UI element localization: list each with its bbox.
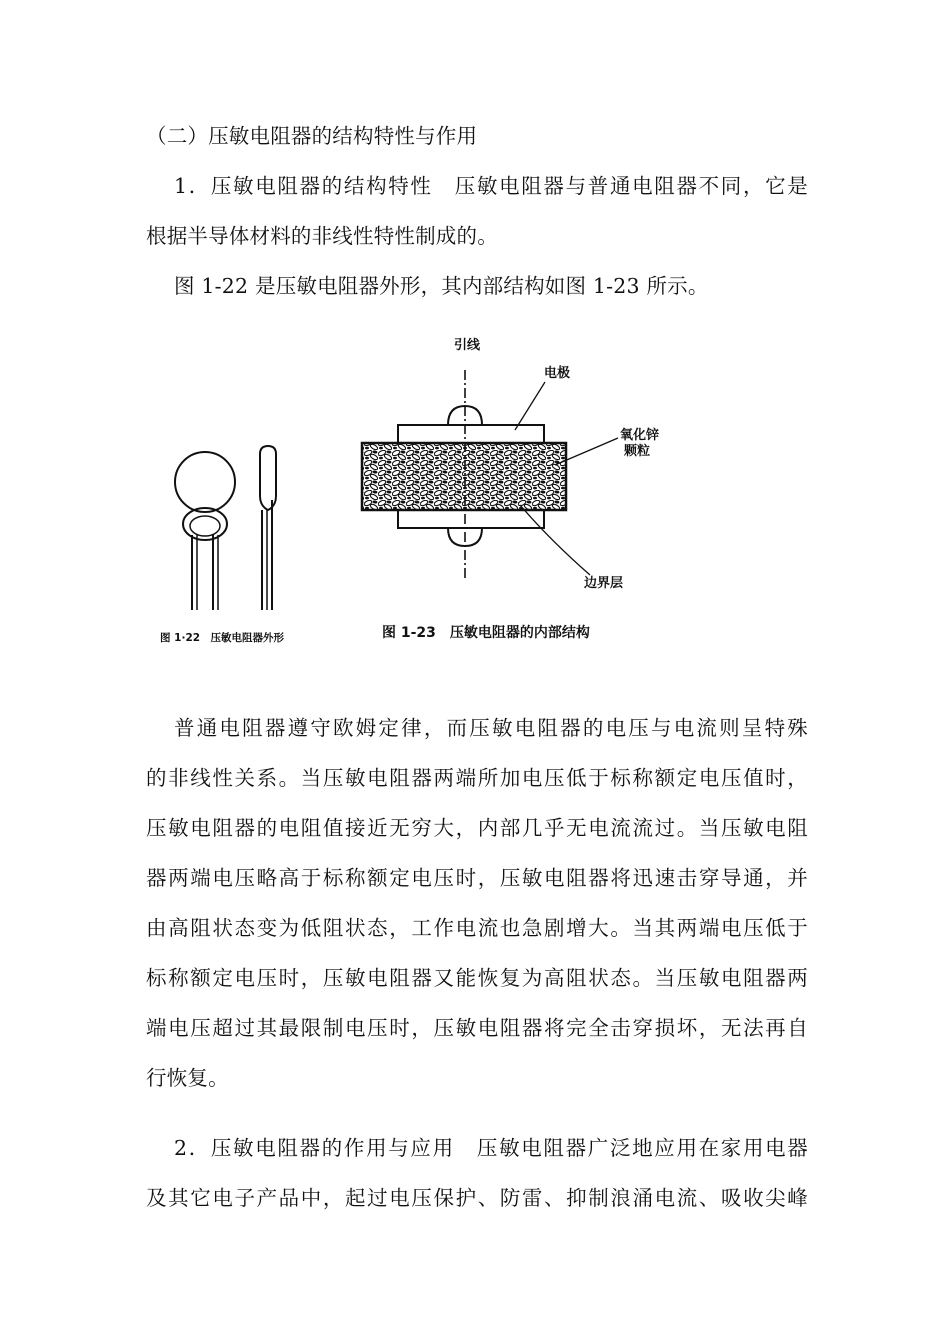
- para1-line-1-text: 1．压敏电阻器的结构特性 压敏电阻器与普通电阻器不同，它是: [174, 174, 808, 198]
- para3-line-2-text: 及其它电子产品中，起过电压保护、防雷、抑制浪涌电流、吸收尖峰: [146, 1186, 808, 1210]
- label-zno-line1: 氧化锌: [620, 428, 660, 443]
- para2-line-5-text: 由高阻状态变为低阻状态，工作电流也急剧增大。当其两端电压低于: [146, 916, 808, 940]
- label-boundary: 边界层: [584, 576, 624, 591]
- label-electrode: 电极: [544, 366, 571, 381]
- para2-line-8: 行恢复。: [146, 1066, 229, 1090]
- para2-line-3-text: 压敏电阻器的电阻值接近无穷大，内部几乎无电流流过。当压敏电阻: [146, 816, 808, 840]
- para3-line-1: [146, 1134, 808, 1162]
- para2-line-7: [146, 1014, 808, 1042]
- electrode-bottom: [398, 510, 544, 528]
- callout-boundary: [520, 505, 590, 575]
- para2-line-3: [146, 814, 808, 842]
- figure-1-23-caption: 图 1-23 压敏电阻器的内部结构: [382, 625, 590, 641]
- para2-line-1: [146, 714, 808, 742]
- varistor-side-body: [260, 446, 276, 510]
- para2-line-5: [146, 914, 808, 942]
- zinc-oxide-body: [362, 443, 566, 510]
- para3-line-2: [146, 1184, 808, 1212]
- label-zno-line2: 颗粒: [624, 444, 651, 459]
- figure-1-22-caption: 图 1·22 压敏电阻器外形: [160, 632, 285, 644]
- para2-line-6-text: 标称额定电压时，压敏电阻器又能恢复为高阻状态。当压敏电阻器两: [146, 966, 808, 990]
- para3-line-1-text: 2．压敏电阻器的作用与应用 压敏电阻器广泛地应用在家用电器: [174, 1136, 808, 1160]
- electrode-top: [398, 425, 544, 443]
- para2-line-2-text: 的非线性关系。当压敏电阻器两端所加电压低于标称额定电压值时，: [146, 766, 808, 790]
- para2-line-4-text: 器两端电压略高于标称额定电压时，压敏电阻器将迅速击穿导通，并: [146, 866, 808, 890]
- para1-line-3: 图 1-22 是压敏电阻器外形，其内部结构如图 1-23 所示。: [174, 274, 709, 298]
- figure-1-22-drawing: [150, 440, 310, 650]
- para1-line-1: [146, 172, 808, 200]
- para2-line-4: [146, 864, 808, 892]
- callout-electrode: [515, 382, 545, 430]
- para2-line-6: [146, 964, 808, 992]
- para1-line-2: 根据半导体材料的非线性特性制成的。: [146, 224, 498, 248]
- para2-line-2: [146, 764, 808, 792]
- varistor-loop-inner: [190, 516, 220, 536]
- varistor-disc: [175, 452, 235, 512]
- figure-1-23-drawing: [350, 330, 700, 650]
- label-lead: 引线: [454, 338, 481, 353]
- para2-line-1-text: 普通电阻器遵守欧姆定律，而压敏电阻器的电压与电流则呈特殊: [174, 716, 808, 740]
- para2-line-7-text: 端电压超过其最限制电压时，压敏电阻器将完全击穿损坏，无法再自: [146, 1016, 808, 1040]
- section-heading: （二）压敏电阻器的结构特性与作用: [146, 124, 478, 148]
